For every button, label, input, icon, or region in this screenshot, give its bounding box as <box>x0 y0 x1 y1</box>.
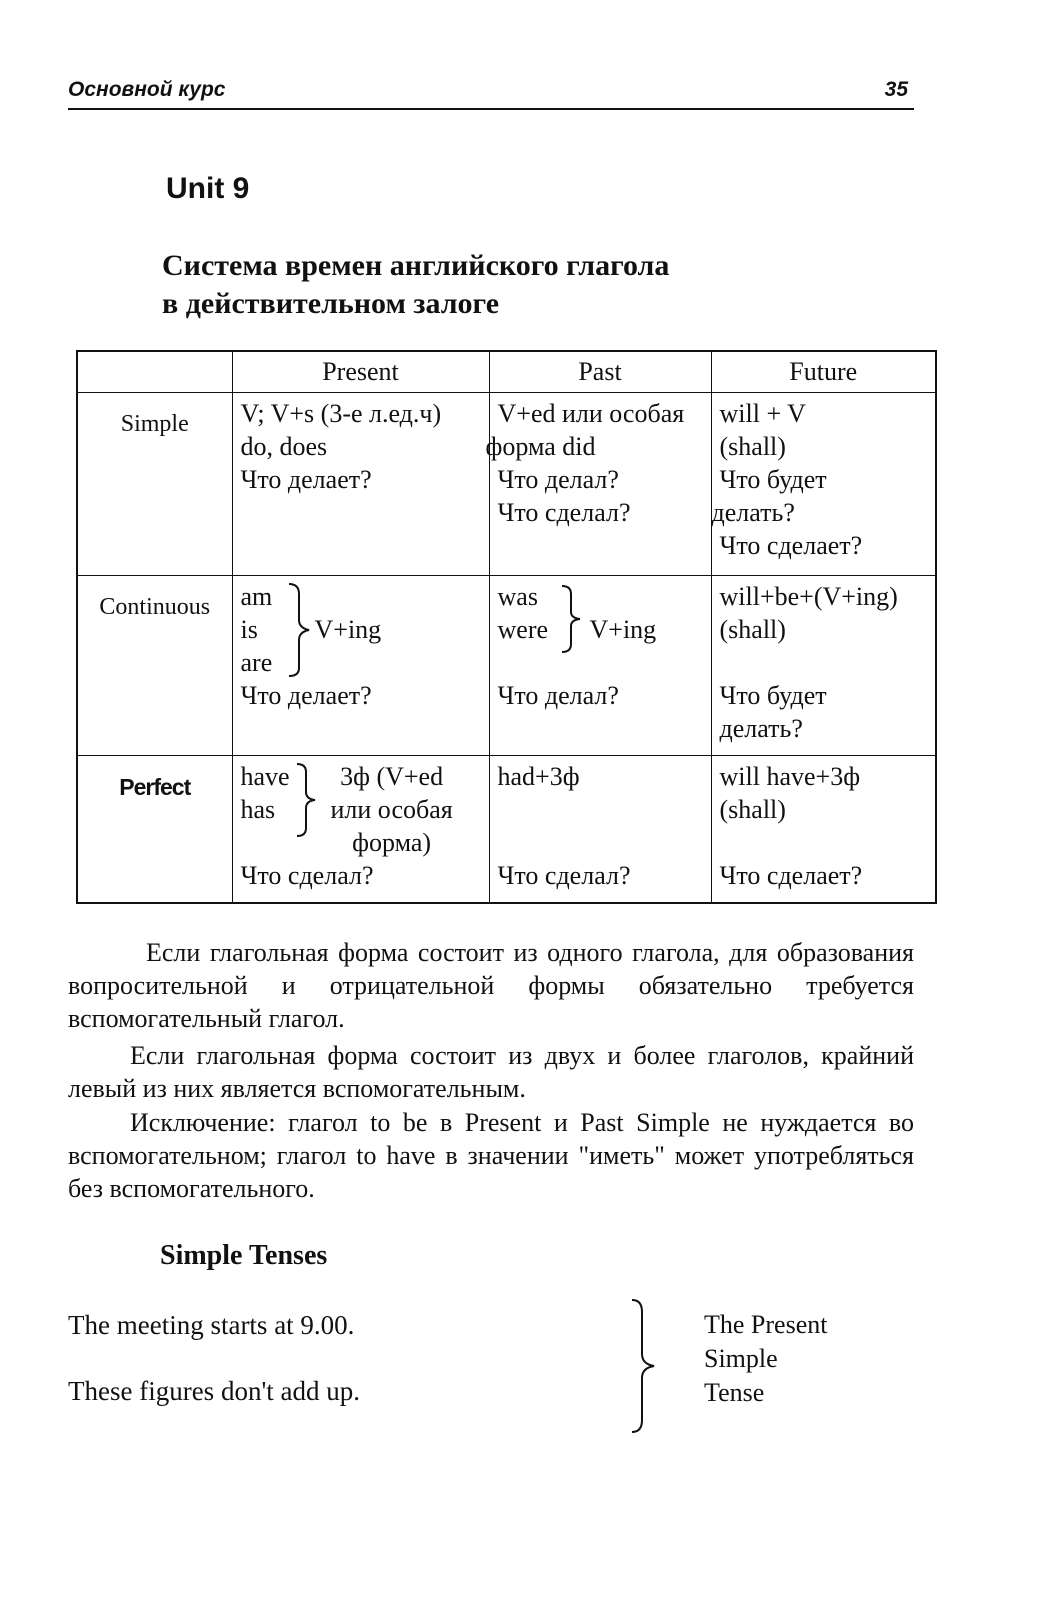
paragraph-3: Исключение: глагол to be в Present и Past Simple не нуждается во вспомогательном; глагол to have в значении "иметь" может употребляться без вспомогательного. <box>68 1108 914 1203</box>
example-sentence-1: The meeting starts at 9.00. <box>68 1310 355 1340</box>
ing-form: V+ing <box>314 615 382 644</box>
column-header-future: Future <box>711 351 936 393</box>
row-label-continuous: Continuous <box>77 576 232 756</box>
aux-verb: were <box>497 615 549 644</box>
spacer <box>720 826 930 859</box>
table-row-perfect <box>77 756 936 903</box>
cell-line: will+be+(V+ing) <box>719 582 898 611</box>
question: Что делает? <box>240 681 372 710</box>
row-label-simple: Simple <box>77 393 232 576</box>
question: Что делал? <box>497 681 619 710</box>
cell-perfect-present <box>232 756 489 903</box>
cell-simple-future <box>711 393 936 576</box>
spacer <box>498 646 705 679</box>
paragraph-1: Если глагольная форма состоит из одного глагола, для образования вопросительной и отрицательной формы обязательно требуется вспомогательный глагол. <box>68 938 914 1033</box>
cell-line: Что будет <box>719 681 827 710</box>
cell-line: 3ф (V+ed <box>340 762 444 791</box>
paragraph-2: Если глагольная форма состоит из двух и более глаголов, крайний левый из них является вспомогательным. <box>68 1041 914 1103</box>
question: Что сделал? <box>497 861 631 890</box>
page-number: 35 <box>884 78 908 101</box>
cell-line: (shall) <box>719 795 786 824</box>
section-title <box>162 247 669 323</box>
table-row-continuous <box>77 576 936 756</box>
cell-line: или особая <box>330 795 453 824</box>
cell-line: V+ed или особая <box>497 399 685 428</box>
cell-line: do, does <box>240 432 328 461</box>
aux-verb: have <box>240 762 290 791</box>
right-brace <box>285 582 313 678</box>
column-header-past: Past <box>489 351 711 393</box>
unit-title: Unit 9 <box>166 172 250 205</box>
cell-continuous-future <box>711 576 936 756</box>
cell-simple-present <box>232 393 489 576</box>
example-sentence-2: These figures don't add up. <box>68 1376 361 1406</box>
cell-line: Что делает? <box>240 465 372 494</box>
cell-line: Что сделает? <box>719 531 863 560</box>
aux-verb: am <box>240 582 273 611</box>
cell-line: Что делал? <box>497 465 619 494</box>
cell-perfect-past <box>489 756 711 903</box>
table-row-simple <box>77 393 936 576</box>
cell-perfect-future <box>711 756 936 903</box>
tense-name-line: The Present <box>704 1310 828 1339</box>
cell-line: Что сделал? <box>497 498 631 527</box>
running-title: Основной курс <box>68 78 226 101</box>
cell-line: Что будет <box>719 465 827 494</box>
cell-line: форма) <box>352 828 432 857</box>
tense-name-line: Tense <box>704 1378 765 1407</box>
spacer <box>720 646 930 679</box>
tense-name <box>704 1308 827 1410</box>
aux-verb: was <box>497 582 538 611</box>
cell-line: форма did <box>485 432 596 461</box>
tense-table <box>76 350 937 904</box>
question: Что сделает? <box>719 861 863 890</box>
cell-line: V; V+s (3-е л.ед.ч) <box>240 399 442 428</box>
question: Что сделал? <box>240 861 374 890</box>
section-title-line-1: Система времен английского глагола <box>162 249 670 282</box>
spacer <box>498 793 705 859</box>
simple-tenses-heading: Simple Tenses <box>160 1240 328 1271</box>
aux-verb: has <box>240 795 276 824</box>
header-empty-cell <box>77 351 232 393</box>
cell-continuous-present <box>232 576 489 756</box>
aux-verb: are <box>240 648 273 677</box>
section-title-line-2: в действительном залоге <box>162 287 500 320</box>
perfect-form <box>331 760 453 859</box>
cell-line: had+3ф <box>497 762 580 791</box>
cell-line: делать? <box>711 498 795 527</box>
cell-continuous-past <box>489 576 711 756</box>
cell-line: will + V <box>719 399 806 428</box>
page-header <box>68 78 914 110</box>
right-brace <box>293 762 319 838</box>
cell-simple-past <box>485 393 711 576</box>
row-label-perfect: Perfect <box>77 756 232 903</box>
cell-line: (shall) <box>719 615 786 644</box>
table-header-row <box>77 351 936 393</box>
cell-line: (shall) <box>719 432 786 461</box>
right-brace <box>558 584 584 654</box>
ing-form: V+ing <box>589 615 657 644</box>
cell-line: делать? <box>719 714 803 743</box>
tense-name-line: Simple <box>704 1344 778 1373</box>
column-header-present: Present <box>232 351 489 393</box>
right-brace <box>628 1298 658 1434</box>
aux-verb: is <box>240 615 258 644</box>
cell-line: will have+3ф <box>719 762 861 791</box>
